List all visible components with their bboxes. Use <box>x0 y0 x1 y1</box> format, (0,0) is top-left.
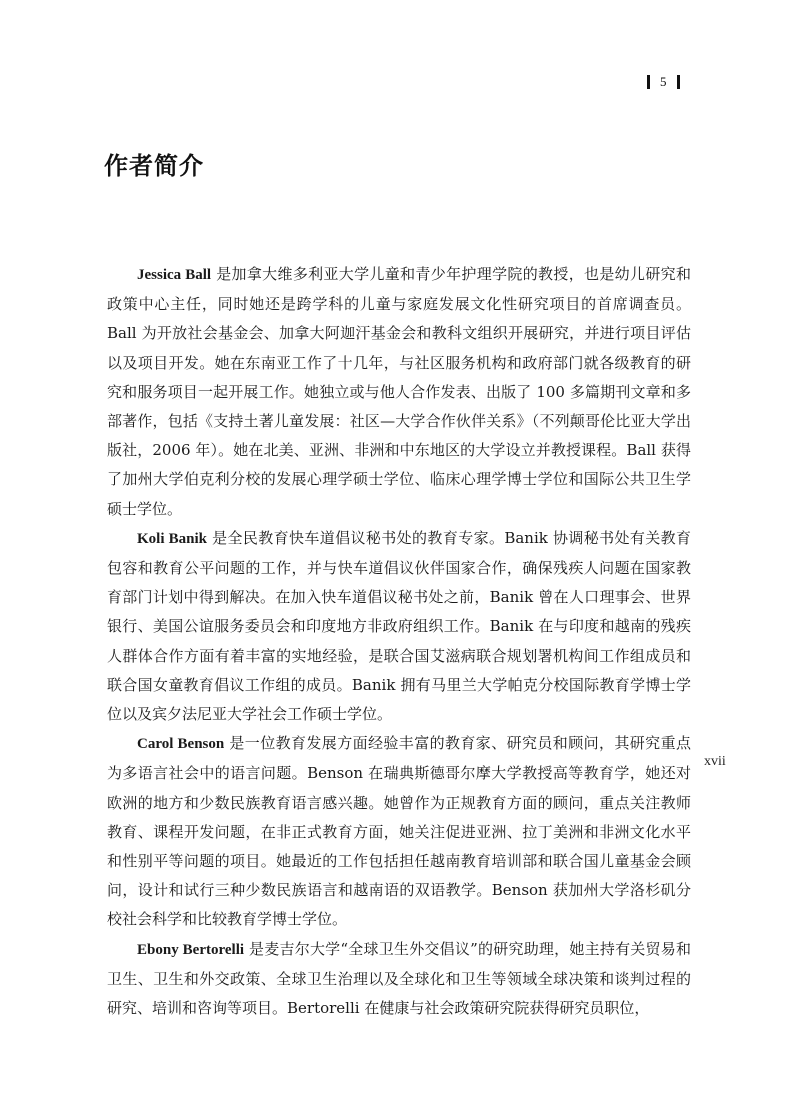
bio-text: 是加拿大维多利亚大学儿童和青少年护理学院的教授，也是幼儿研究和政策中心主任，同时她还是跨学科的儿童与家庭发展文化性研究项目的首席调查员。Ball 为开放社会基金会、加拿大阿迦汗基金会和教科文组织开展研究，并进行项目评估以及项目开发。她在东南亚工作了十几年，与社区服务机构和政府部门就各级教育的研究和服务项目一起开展工作。她独立或与他人合作发表、出版了 100 多篇期刊文章和多部著作，包括《支持土著儿童发展：社区—大学合作伙伴关系》（不列颠哥伦比亚大学出版社，2006 年）。她在北美、亚洲、非洲和中东地区的大学设立并教授课程。Ball 获得了加州大学伯克利分校的发展心理学硕士学位、临床心理学博士学位和国际公共卫生学硕士学位。 <box>107 265 691 518</box>
page-number-bar-right <box>677 75 680 89</box>
bio-text: 是一位教育发展方面经验丰富的教育家、研究员和顾问，其研究重点为多语言社会中的语言问题。Benson 在瑞典斯德哥尔摩大学教授高等教育学，她还对欧洲的地方和少数民族教育语言感兴趣。她曾作为正规教育方面的顾问，重点关注教师教育、课程开发问题，在非正式教育方面，她关注促进亚洲、拉丁美洲和非洲文化水平和性别平等问题的项目。她最近的工作包括担任越南教育培训部和联合国儿童基金会顾问，设计和试行三种少数民族语言和越南语的双语教学。Benson 获加州大学洛杉矶分校社会科学和比较教育学博士学位。 <box>107 734 691 929</box>
page-number-bar-left <box>647 75 650 89</box>
bio-text: 是全民教育快车道倡议秘书处的教育专家。Banik 协调秘书处有关教育包容和教育公平问题的工作，并与快车道倡议伙伴国家合作，确保残疾人问题在国家教育部门计划中得到解决。在加入快车道倡议秘书处之前，Banik 曾在人口理事会、世界银行、美国公谊服务委员会和印度地方非政府组织工作。Banik 在与印度和越南的残疾人群体合作方面有着丰富的实地经验，是联合国艾滋病联合规划署机构间工作组成员和联合国女童教育倡议工作组的成员。Banik 拥有马里兰大学帕克分校国际教育学博士学位以及宾夕法尼亚大学社会工作硕士学位。 <box>107 528 691 724</box>
page-number: 5 <box>660 74 667 89</box>
author-name: Jessica Ball <box>137 267 212 283</box>
bio-paragraph-bertorelli <box>107 935 691 1024</box>
bio-list <box>107 260 691 1023</box>
author-name: Ebony Bertorelli <box>137 941 245 958</box>
bio-paragraph-benson <box>107 729 691 934</box>
page-title: 作者简介 <box>104 152 204 180</box>
bio-paragraph-ball <box>107 260 691 524</box>
author-name: Koli Banik <box>137 530 207 547</box>
margin-page-number: xvii <box>704 754 726 769</box>
bio-text: 是麦吉尔大学“全球卫生外交倡议”的研究助理，她主持有关贸易和卫生、卫生和外交政策、全球卫生治理以及全球化和卫生等领域全球决策和谈判过程的研究、培训和咨询等项目。Bertorelli 在健康与社会政策研究院获得研究员职位， <box>107 939 691 1018</box>
author-name: Carol Benson <box>137 736 225 753</box>
bio-paragraph-banik <box>107 524 691 729</box>
page-header <box>647 74 680 90</box>
